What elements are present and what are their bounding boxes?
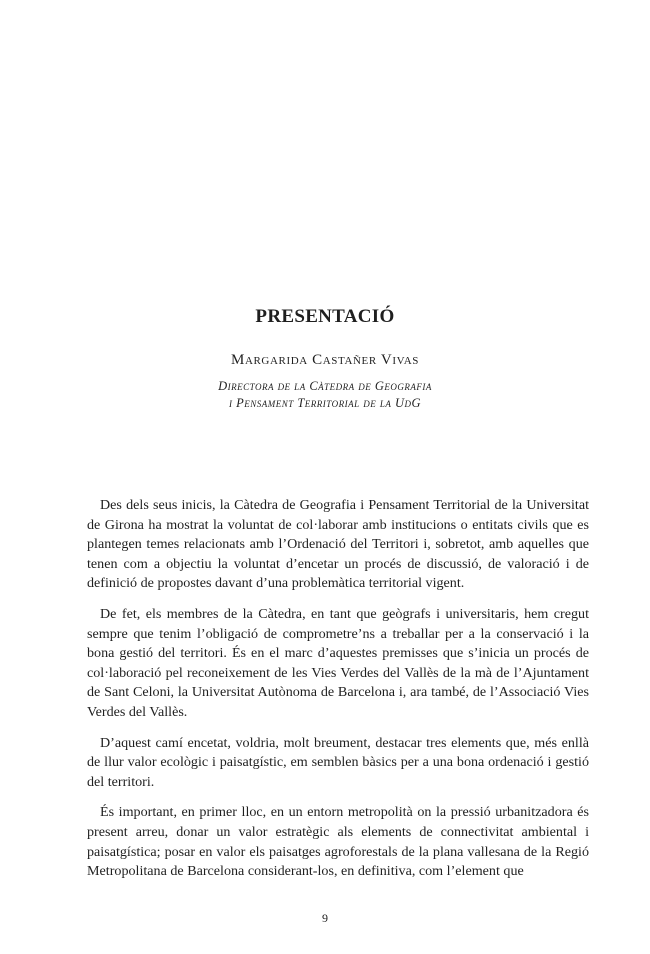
paragraph: D’aquest camí encetat, voldria, molt breument, destacar tres elements que, més enllà de llur valor ecològic i paisatgístic, em semblen bàsics per a una bona ordenació i gestió del territori. [87,734,589,790]
page-number: 9 [322,911,328,925]
page-title: PRESENTACIÓ [255,306,395,327]
author-name: Margarida Castañer Vivas [231,352,419,368]
paragraph: És important, en primer lloc, en un entorn metropolità on la pressió urbanitzadora és present arreu, donar un valor estratègic als elements de connectivitat ambiental i paisatgística; posar en valor els paisatges agroforestals de la plana vallesana de la Regió Metropolitana de Barcelona considerant-los, en definitiva, com l’element que [87,804,589,880]
affiliation-line-1: Directora de la Càtedra de Geografia [218,379,432,393]
affiliation-line-2: i Pensament Territorial de la UdG [228,396,422,410]
paragraph: De fet, els membres de la Càtedra, en tant que geògrafs i universitaris, hem cregut sempre que tenim l’obligació de comprometre’ns a treballar per a la conservació i la bona gestió del territori. És en el marc d’aquestes premisses que s’inicia un procés de col·laboració pel reconeixement de les Vies Verdes del Vallès de la mà de l’Ajuntament de Sant Celoni, la Universitat Autònoma de Barcelona i, ara també, de l’Associació Vies Verdes del Vallès. [87,605,589,720]
body-text [87,496,589,893]
paragraph: Des dels seus inicis, la Càtedra de Geografia i Pensament Territorial de la Universitat de Girona ha mostrat la voluntat de col·laborar amb institucions o entitats civils que es plantegen temes relacionats amb l’Ordenació del Territori i, sobretot, amb aquelles que tenen com a objectiu la voluntat d’encetar un procés de discussió, de valoració i de definició de propostes davant d’una problemàtica territorial vigent. [87,497,589,592]
author-affiliation [0,378,650,412]
